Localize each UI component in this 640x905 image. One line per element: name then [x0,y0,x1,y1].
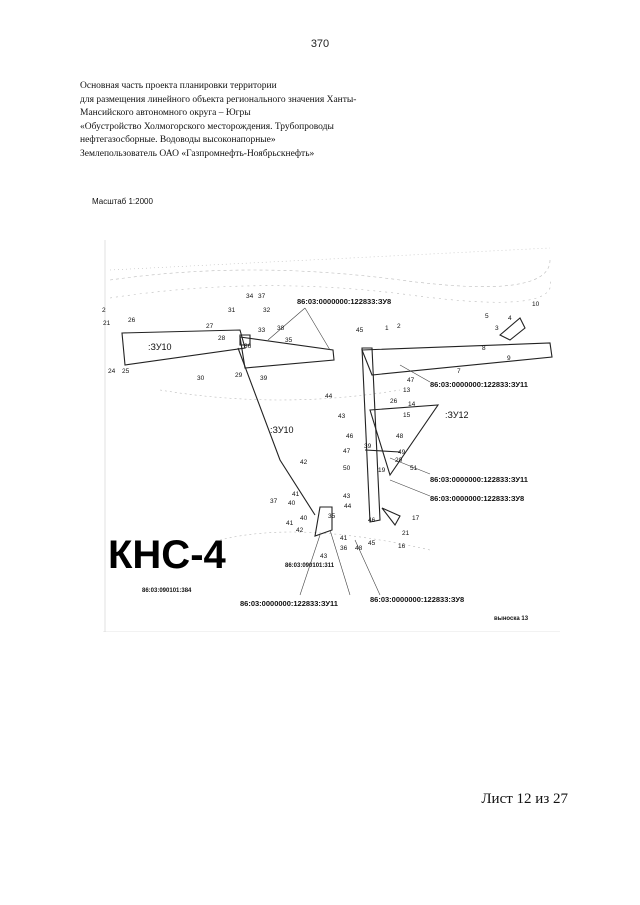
point-label: 36 [340,545,348,552]
parcel-label: 86:03:090101:311 [285,563,335,569]
point-label: 19 [378,467,386,474]
point-label: 46 [368,517,376,524]
point-label: 25 [122,368,130,375]
point-label: 26 [390,398,398,405]
point-label: 3 [495,325,499,332]
header-line: Основная часть проекта планировки территории [80,81,277,91]
header-line: нефтегазосборные. Водоводы высоконапорные» [80,135,276,145]
point-label: 49 [398,449,406,456]
point-label: 24 [108,368,116,375]
point-label: 51 [410,465,418,472]
parcel-outlines [122,318,552,536]
point-label: 38 [277,325,285,332]
point-label: 30 [197,375,205,382]
parcel-label: 86:03:0000000:122833:ЗУ11 [430,475,528,484]
point-label: 45 [356,327,364,334]
map-svg [100,240,560,632]
header-line: «Обустройство Холмогорского месторождения. Трубопроводы [80,121,334,132]
point-label: 33 [258,327,266,334]
point-label: 13 [403,387,411,394]
point-label: 2 [397,323,401,330]
point-label: 35 [285,337,293,344]
parcel-zu10-left [122,330,245,365]
point-label: 44 [344,503,352,510]
point-label: 40 [288,500,296,507]
point-label: 4 [508,315,512,322]
planning-map [100,240,560,632]
point-label: 39 [260,375,268,382]
scale-label: Масштаб 1:2000 [92,197,153,206]
page-number: 370 [310,38,330,50]
point-label: 41 [340,535,348,542]
point-label: 42 [300,459,308,466]
point-label: 9 [507,355,511,362]
callout-label: выноска 13 [494,616,529,622]
parcel-top-right [500,318,525,340]
point-label: 46 [346,433,354,440]
point-label: 43 [320,553,328,560]
header-line: Землепользователь ОАО «Газпромнефть-Ноябрьскнефть» [80,148,315,159]
point-label: 47 [343,448,351,455]
document-header [80,80,400,161]
parcel-lower-right [382,508,400,525]
point-label: 39 [364,443,372,450]
point-label: 41 [286,520,294,527]
point-label: 43 [338,413,346,420]
point-label: 47 [407,377,415,384]
point-label: 43 [343,493,351,500]
point-label: 21 [103,320,111,327]
parcel-label: 86:03:0000000:122833:ЗУ8 [297,297,392,306]
point-label: 32 [263,307,271,314]
point-label: 20 [395,457,403,464]
header-line: Мансийского автономного округа – Югры [80,108,251,118]
point-label: 37 [258,293,266,300]
point-label: 10 [532,301,540,308]
point-label: 15 [403,412,411,419]
point-label: 21 [402,530,410,537]
parcel-lower-left [315,507,332,536]
parcel-label: 86:03:0000000:122833:ЗУ8 [430,494,525,503]
point-label: 34 [246,293,254,300]
point-label: 5 [485,313,489,320]
parcel-label: 86:03:0000000:122833:ЗУ8 [370,595,465,604]
point-label: 27 [206,323,214,330]
point-label: 17 [412,515,420,522]
point-label: 7 [457,368,461,375]
point-label: 42 [296,527,304,534]
point-label: 14 [408,401,416,408]
point-label: 35 [328,513,336,520]
parcel-label: 86:03:090101:384 [142,588,192,594]
header-line: для размещения линейного объекта регионального значения Ханты- [80,94,357,105]
zone-label: :ЗУ10 [148,342,172,352]
point-label: 8 [482,345,486,352]
point-label: 1 [385,325,389,332]
point-label: 36 [244,343,252,350]
point-label: 2 [102,307,106,314]
point-label: 45 [368,540,376,547]
parcel-label: 86:03:0000000:122833:ЗУ11 [430,380,528,389]
point-label: 37 [270,498,278,505]
point-label: 29 [235,372,243,379]
point-label: 26 [128,317,136,324]
point-label: 28 [218,335,226,342]
point-label: 31 [228,307,236,314]
parcel-label: 86:03:0000000:122833:ЗУ11 [240,599,338,608]
sheet-number: Лист 12 из 27 [481,791,568,807]
zone-label: :ЗУ10 [270,425,294,435]
point-label: 40 [300,515,308,522]
point-label: 44 [325,393,333,400]
point-label: 48 [355,545,363,552]
map-title: КНС-4 [108,533,226,577]
point-label: 48 [396,433,404,440]
point-label: 50 [343,465,351,472]
point-labels [102,293,540,560]
point-label: 41 [292,491,300,498]
point-label: 16 [398,543,406,550]
zone-label: :ЗУ12 [445,410,469,420]
